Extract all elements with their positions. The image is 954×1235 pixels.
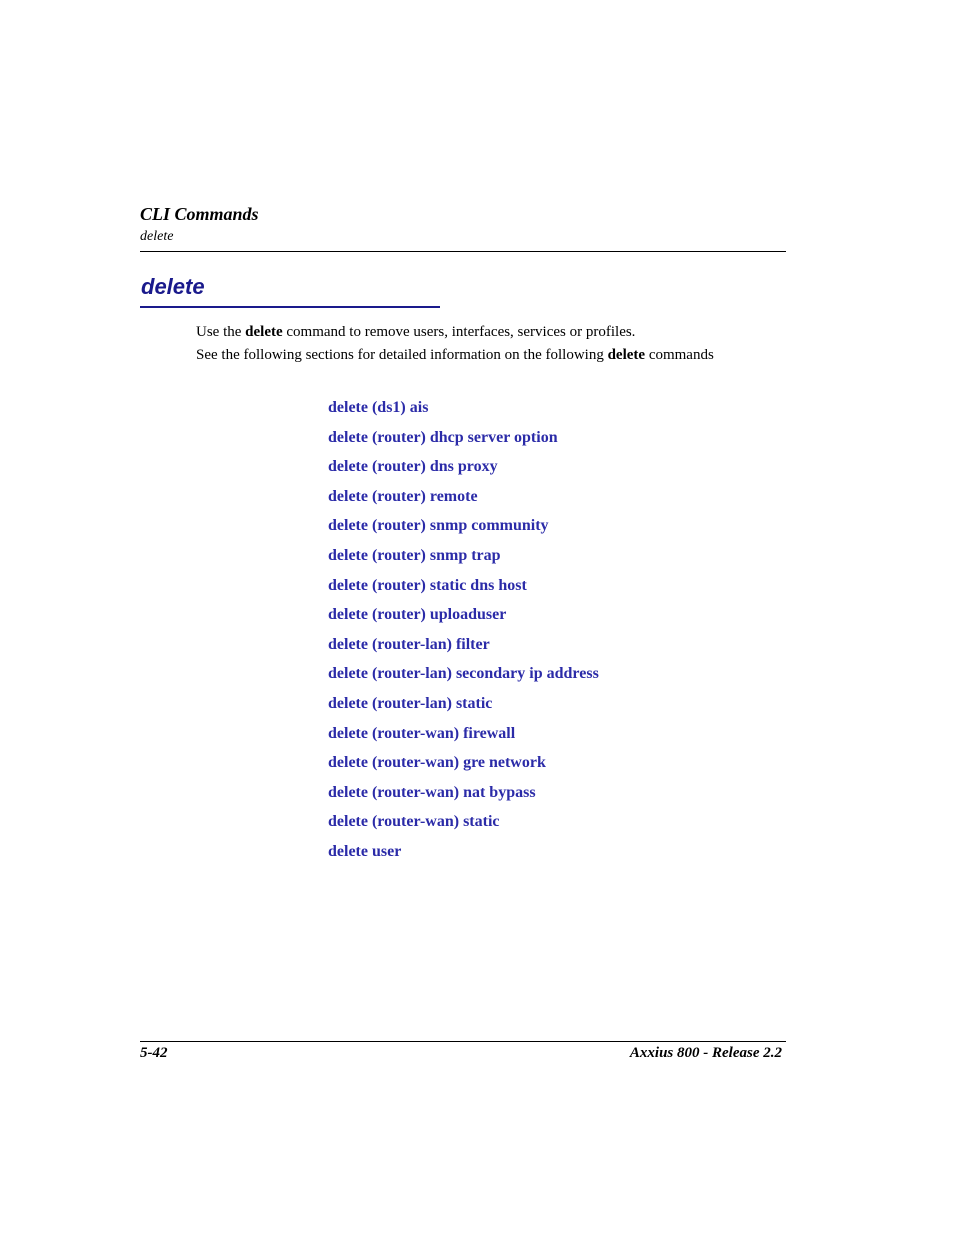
command-name: delete	[245, 324, 283, 340]
command-link[interactable]: delete (router) dns proxy	[328, 458, 498, 476]
intro-text: command to remove users, interfaces, services or profiles.	[282, 324, 636, 340]
command-link[interactable]: delete (router) remote	[328, 487, 478, 505]
running-header-subtitle: delete	[140, 229, 174, 244]
command-link-list	[328, 397, 599, 871]
command-link[interactable]: delete (router) snmp community	[328, 517, 549, 535]
command-link[interactable]: delete (router-lan) filter	[328, 635, 490, 653]
footer-divider	[140, 1041, 786, 1042]
command-link[interactable]: delete (router-wan) gre network	[328, 754, 546, 772]
command-link[interactable]: delete (router-lan) static	[328, 694, 493, 712]
command-link[interactable]: delete (router) static dns host	[328, 576, 527, 594]
intro-text: See the following sections for detailed information on the following	[196, 347, 608, 363]
intro-text: Use the	[196, 324, 246, 340]
command-link[interactable]: delete (router) dhcp server option	[328, 428, 558, 446]
running-header-title: CLI Commands	[140, 204, 259, 224]
command-link[interactable]: delete (router-wan) firewall	[328, 724, 516, 742]
section-title-underline	[140, 306, 440, 308]
command-name: delete	[607, 347, 646, 363]
command-link[interactable]: delete user	[328, 842, 402, 860]
command-link[interactable]: delete (router) snmp trap	[328, 546, 501, 564]
intro-text: commands	[645, 347, 714, 363]
intro-paragraph-1	[196, 323, 635, 341]
command-link[interactable]: delete (router-wan) nat bypass	[328, 783, 536, 801]
header-divider	[140, 251, 786, 252]
command-link[interactable]: delete (router-wan) static	[328, 813, 500, 831]
command-link[interactable]: delete (router-lan) secondary ip address	[328, 665, 599, 683]
intro-paragraph-2	[196, 346, 714, 364]
section-title: delete	[141, 274, 205, 299]
footer-product: Axxius 800 - Release 2.2	[629, 1045, 782, 1061]
page-number: 5-42	[140, 1045, 168, 1061]
command-link[interactable]: delete (router) uploaduser	[328, 606, 507, 624]
command-link[interactable]: delete (ds1) ais	[328, 399, 429, 416]
